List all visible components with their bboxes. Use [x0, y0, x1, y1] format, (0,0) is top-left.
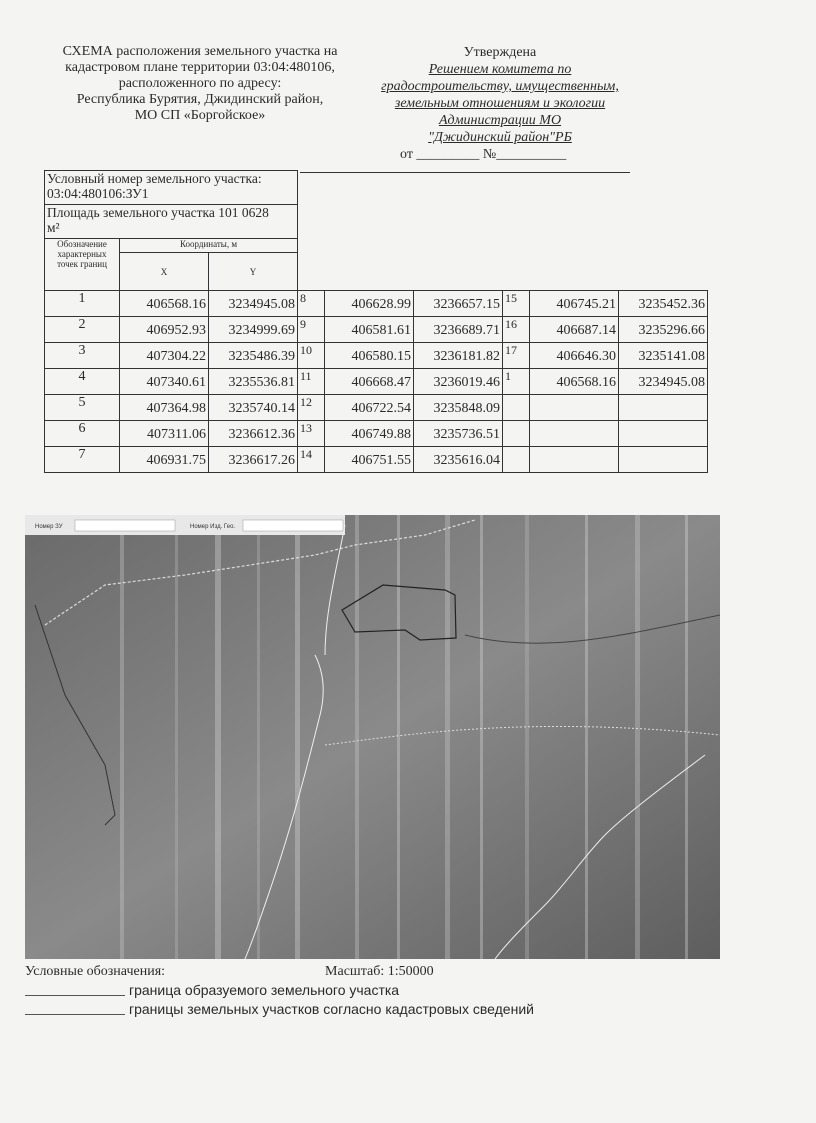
point-number: 2	[45, 317, 120, 343]
approval-line-5: "Джидинский район"РБ	[428, 130, 572, 145]
header-left	[40, 44, 360, 124]
approval-line-4: Администрации МО	[438, 113, 562, 128]
point-number: 15	[503, 291, 530, 317]
map-label-zu: Номер ЗУ	[35, 524, 63, 530]
coords-header: Координаты, м	[120, 239, 298, 253]
date-number-line: от _________ №__________	[400, 147, 567, 162]
header-left-line3: расположенного по адресу:	[118, 76, 282, 91]
x-value: 406687.14	[530, 317, 619, 343]
table-row	[45, 317, 708, 343]
y-value	[619, 395, 708, 421]
map-field-izd	[243, 520, 343, 531]
point-number: 6	[45, 421, 120, 447]
y-value: 3234945.08	[209, 291, 298, 317]
point-number: 14	[298, 447, 325, 473]
table-row	[45, 395, 708, 421]
y-value: 3234945.08	[619, 369, 708, 395]
table-row	[45, 421, 708, 447]
parcel-number-cell	[45, 171, 298, 205]
table-row	[45, 369, 708, 395]
table-row	[45, 291, 708, 317]
point-number: 13	[298, 421, 325, 447]
point-number: 9	[298, 317, 325, 343]
point-number	[503, 447, 530, 473]
x-value: 406668.47	[325, 369, 414, 395]
parcel-area-unit: м²	[47, 220, 60, 235]
point-number: 17	[503, 343, 530, 369]
x-value: 406722.54	[325, 395, 414, 421]
parcel-number-label: Условный номер земельного участка:	[47, 171, 262, 186]
header-left-line4: Республика Бурятия, Джидинский район,	[76, 92, 324, 107]
x-value: 406580.15	[325, 343, 414, 369]
legend	[25, 962, 534, 1019]
y-value: 3235452.36	[619, 291, 708, 317]
point-number	[503, 421, 530, 447]
legend-item-new-parcel: граница образуемого земельного участка	[129, 982, 400, 998]
parcel-number-value: 03:04:480106:ЗУ1	[47, 186, 149, 201]
y-value: 3235736.51	[414, 421, 503, 447]
y-value	[619, 447, 708, 473]
point-number: 1	[503, 369, 530, 395]
coordinates-rows	[45, 291, 708, 473]
x-value: 407364.98	[120, 395, 209, 421]
point-number: 4	[45, 369, 120, 395]
point-number: 11	[298, 369, 325, 395]
table-row	[45, 447, 708, 473]
point-number	[503, 395, 530, 421]
y-value: 3235296.66	[619, 317, 708, 343]
point-number: 8	[298, 291, 325, 317]
point-number: 10	[298, 343, 325, 369]
map-scale: Масштаб: 1:50000	[325, 964, 434, 979]
approval-line-3: земельным отношениям и экологии	[394, 96, 606, 111]
x-value: 407340.61	[120, 369, 209, 395]
y-value	[619, 421, 708, 447]
designation-header: Обозначение характерных точек границ	[45, 239, 120, 291]
y-value: 3236612.36	[209, 421, 298, 447]
y-value: 3236181.82	[414, 343, 503, 369]
legend-item-cadastral: границы земельных участков согласно кадастровых сведений	[129, 1001, 534, 1017]
y-value: 3236019.46	[414, 369, 503, 395]
x-value: 406581.61	[325, 317, 414, 343]
y-value: 3236657.15	[414, 291, 503, 317]
approval-line-1: Решением комитета по	[428, 62, 572, 77]
x-value: 406568.16	[120, 291, 209, 317]
point-number: 16	[503, 317, 530, 343]
header-left-line1: СХЕМА расположения земельного участка на	[62, 44, 338, 59]
x-value: 406931.75	[120, 447, 209, 473]
point-number: 12	[298, 395, 325, 421]
map-field-zu	[75, 520, 175, 531]
x-value: 406628.99	[325, 291, 414, 317]
x-value: 407311.06	[120, 421, 209, 447]
approval-line-2: градостроительству, имущественным,	[381, 79, 619, 94]
header-right	[360, 44, 640, 163]
y-value: 3235536.81	[209, 369, 298, 395]
legend-title: Условные обозначения:	[25, 964, 166, 979]
x-value: 406568.16	[530, 369, 619, 395]
x-value: 406749.88	[325, 421, 414, 447]
point-number: 1	[45, 291, 120, 317]
cadastral-map	[25, 515, 720, 959]
y-value: 3234999.69	[209, 317, 298, 343]
x-value: 407304.22	[120, 343, 209, 369]
y-value: 3235141.08	[619, 343, 708, 369]
parcel-area-cell	[45, 205, 298, 239]
y-value: 3236689.71	[414, 317, 503, 343]
point-number: 5	[45, 395, 120, 421]
parcel-area-label: Площадь земельного участка 101 0628	[47, 205, 269, 220]
approved-label: Утверждена	[463, 45, 537, 60]
y-value: 3235616.04	[414, 447, 503, 473]
legend-swatch-cadastral	[25, 1014, 125, 1015]
table-row	[45, 343, 708, 369]
map-label-izd: Номер Изд. Гео.	[190, 524, 236, 530]
y-value: 3236617.26	[209, 447, 298, 473]
coordinates-table	[44, 170, 708, 473]
point-number: 3	[45, 343, 120, 369]
header-left-line2: кадастровом плане территории 03:04:480106,	[65, 60, 335, 75]
x-value: 406952.93	[120, 317, 209, 343]
header-left-line5: МО СП «Боргойское»	[134, 108, 266, 123]
y-value: 3235740.14	[209, 395, 298, 421]
x-value	[530, 395, 619, 421]
y-value: 3235486.39	[209, 343, 298, 369]
x-header: X	[120, 253, 209, 291]
x-value: 406646.30	[530, 343, 619, 369]
legend-swatch-new-parcel	[25, 995, 125, 996]
map-image	[25, 515, 720, 959]
x-value: 406745.21	[530, 291, 619, 317]
x-value	[530, 447, 619, 473]
y-header: Y	[209, 253, 298, 291]
point-number: 7	[45, 447, 120, 473]
x-value	[530, 421, 619, 447]
x-value: 406751.55	[325, 447, 414, 473]
y-value: 3235848.09	[414, 395, 503, 421]
